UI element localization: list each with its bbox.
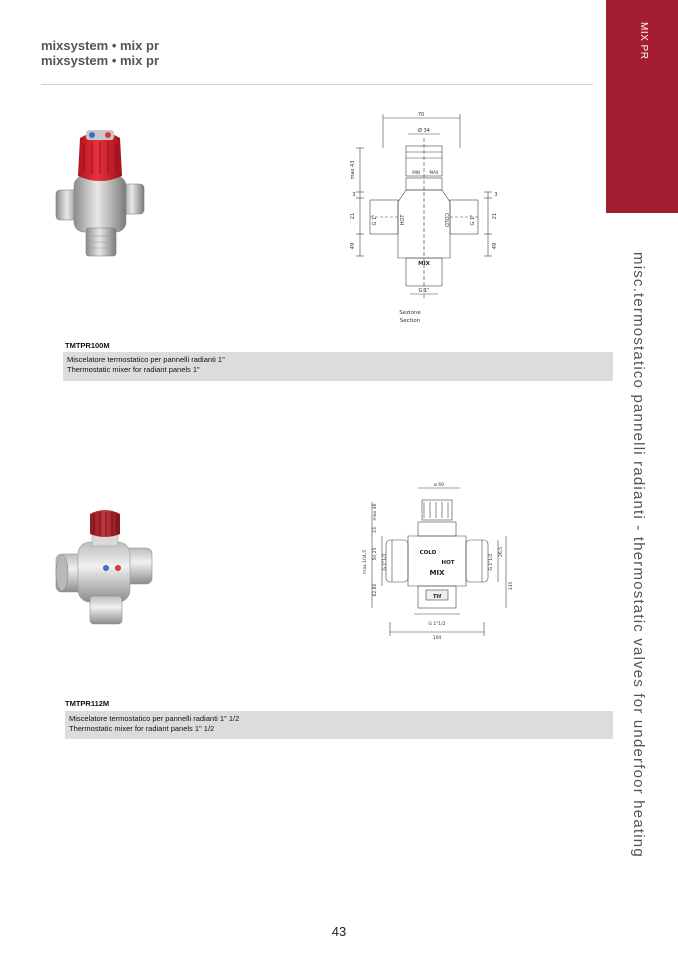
dim-diameter: ø 60 <box>434 483 444 488</box>
dim-135: 135 <box>509 581 514 591</box>
thread-left: G 1" <box>372 214 378 226</box>
label-cold: COLD <box>443 212 449 228</box>
dim-max-height: max 46 <box>373 503 378 521</box>
dim-50-25: 50,25 <box>373 547 378 561</box>
dim-width: 70 <box>417 112 425 118</box>
section-label-en: Section <box>399 318 421 324</box>
product-code: TMTPR100M <box>65 341 110 350</box>
header-line-2: mixsystem • mix pr <box>41 53 159 68</box>
product-description <box>63 352 613 381</box>
technical-drawing-tmtpr112m <box>356 482 516 642</box>
label-mix: MIX <box>418 261 430 267</box>
section-tab-label: MIX PR <box>638 22 649 60</box>
thread-right: G 1" <box>470 214 476 226</box>
section-tab <box>606 0 678 213</box>
label-max: MAX <box>429 170 439 175</box>
label-mix: MIX <box>429 569 445 577</box>
description-english: Thermostatic mixer for radiant panels 1" 1/2 <box>69 724 215 733</box>
description-english: Thermostatic mixer for radiant panels 1" <box>67 365 200 374</box>
thread-right: G 1"1/2 <box>489 553 494 571</box>
product-code: TMTPR112M <box>65 699 110 708</box>
thread-bottom: G 1" <box>418 288 430 294</box>
product-photo-tmtpr112m <box>54 504 154 628</box>
thread-left: G 1"1/2 <box>383 553 388 571</box>
dim-21-right: 21 <box>492 212 498 220</box>
dim-26-5: 26,5 <box>499 546 504 558</box>
side-title: misc.termostatico pannelli radianti - thermostatic valves for underfoor heating <box>630 252 647 858</box>
label-min: MIN <box>412 170 420 175</box>
dim-23: 23 <box>373 527 378 533</box>
dim-diameter: Ø 34 <box>418 128 430 134</box>
description-italian: Miscelatore termostatico per pannelli radianti 1" 1/2 <box>69 714 240 723</box>
thread-bottom: G 1"1/2 <box>428 622 446 627</box>
label-hot: HOT <box>441 560 455 566</box>
header-divider <box>41 84 593 85</box>
label-cold: COLD <box>419 550 437 556</box>
page-number: 43 <box>331 924 347 939</box>
dim-3-left: 3 <box>352 192 356 198</box>
dim-3-right: 3 <box>494 192 498 198</box>
technical-drawing-tmtpr100m <box>350 108 500 328</box>
section-label-it: Sezione <box>399 310 421 316</box>
label-hot: HOT <box>400 214 406 226</box>
brand-logo: TH <box>432 594 442 600</box>
description-italian: Miscelatore termostatico per pannelli radianti 1" <box>67 355 225 364</box>
dim-62-80: 62,80 <box>373 583 378 597</box>
product-photo-tmtpr100m <box>52 124 152 264</box>
dim-max-104-5: max 104,5 <box>363 549 368 575</box>
dim-21-left: 21 <box>350 212 356 220</box>
product-description <box>65 711 613 739</box>
page-header <box>41 38 159 68</box>
dim-49-right: 49 <box>492 242 498 250</box>
dim-max-height: max 43 <box>350 160 356 180</box>
dim-104: 104 <box>432 636 442 641</box>
dim-49-left: 49 <box>350 242 356 250</box>
header-line-1: mixsystem • mix pr <box>41 38 159 53</box>
